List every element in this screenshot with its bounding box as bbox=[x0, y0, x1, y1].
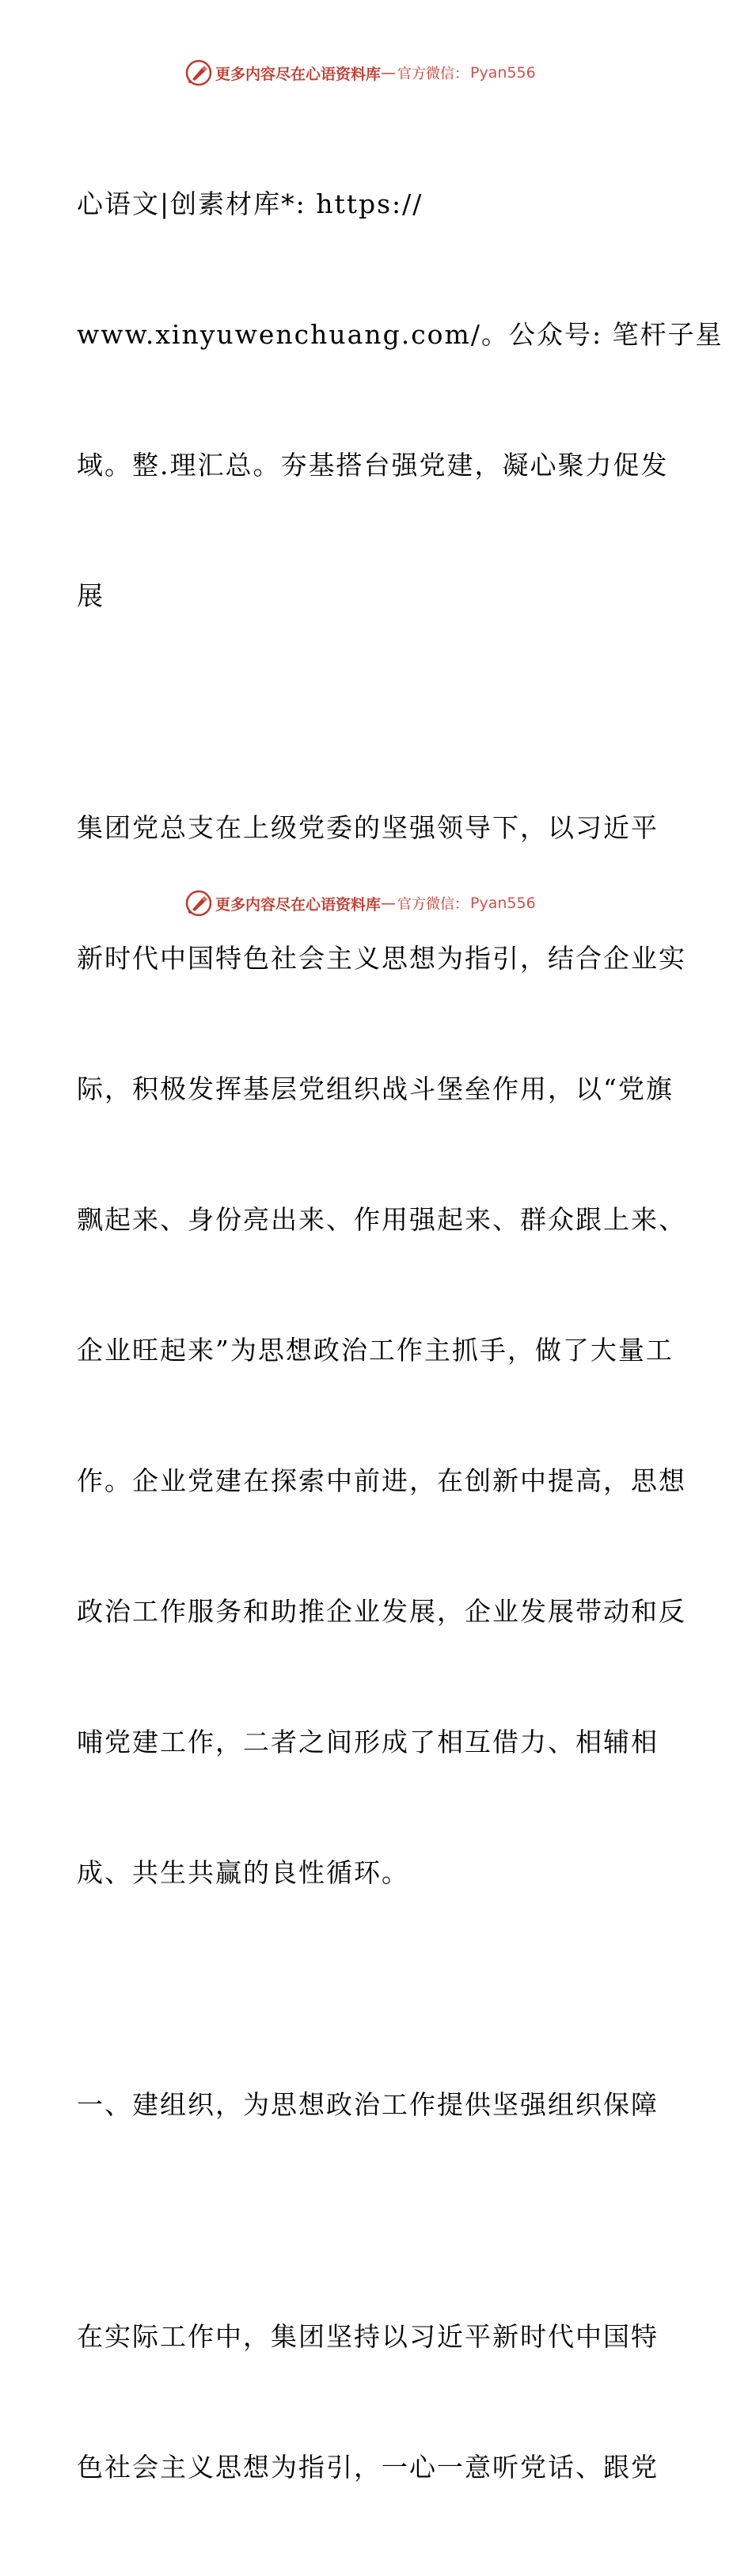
banner-wechat-id: Pyan556 bbox=[470, 895, 536, 912]
text-line: 作。企业党建在探索中前进，在创新中提高，思想 bbox=[77, 1465, 686, 1496]
banner-wechat-label: 官方微信： bbox=[397, 66, 469, 82]
text-line: 集团党总支在上级党委的坚强领导下，以习近平 bbox=[77, 812, 659, 843]
document-body bbox=[77, 95, 724, 2576]
text-line: 心语文|创素材库*: https:// bbox=[77, 188, 423, 219]
body-paragraph-2 bbox=[77, 2228, 678, 2576]
text-line: 政治工作服务和助推企业发展，企业发展带动和反 bbox=[77, 1596, 686, 1627]
footer-banner bbox=[185, 887, 565, 919]
banner-wechat-label: 官方微信： bbox=[397, 896, 469, 913]
banner-text: 更多内容尽在心语资料库 bbox=[215, 895, 382, 914]
text-line: 展 bbox=[77, 580, 104, 611]
text-line: 域。整.理汇总。夯基搭台强党建，凝心聚力促发 bbox=[77, 450, 669, 481]
banner-separator: — bbox=[381, 64, 397, 82]
text-line: 色社会主义思想为指引，一心一意听党话、跟党 bbox=[77, 2452, 659, 2483]
pen-nib-logo-icon bbox=[185, 890, 212, 917]
text-line: 新时代中国特色社会主义思想为指引，结合企业实 bbox=[77, 943, 686, 974]
intro-paragraph bbox=[77, 95, 724, 705]
banner-separator: — bbox=[381, 895, 397, 912]
text-line: 飘起来、身份亮出来、作用强起来、群众跟上来、 bbox=[77, 1204, 686, 1235]
text-line: 成、共生共赢的良性循环。 bbox=[77, 1857, 409, 1888]
banner-text: 更多内容尽在心语资料库 bbox=[215, 65, 382, 83]
heading-line: 一、建组织，为思想政治工作提供坚强组织保障 bbox=[77, 2089, 659, 2120]
header-banner bbox=[185, 57, 565, 89]
text-line: 哺党建工作，二者之间形成了相互借力、相辅相 bbox=[77, 1727, 659, 1757]
banner-wechat-id: Pyan556 bbox=[470, 64, 536, 82]
text-line: www.xinyuwenchuang.com/。公众号: 笔杆子星 bbox=[77, 319, 724, 350]
text-line: 际，积极发挥基层党组织战斗堡垒作用，以“党旗 bbox=[77, 1073, 674, 1104]
pen-nib-logo-icon bbox=[185, 59, 212, 86]
section-heading-1 bbox=[77, 1996, 678, 2213]
text-line: 在实际工作中，集团坚持以习近平新时代中国特 bbox=[77, 2321, 659, 2352]
text-line: 企业旺起来”为思想政治工作主抓手，做了大量工 bbox=[77, 1335, 674, 1366]
